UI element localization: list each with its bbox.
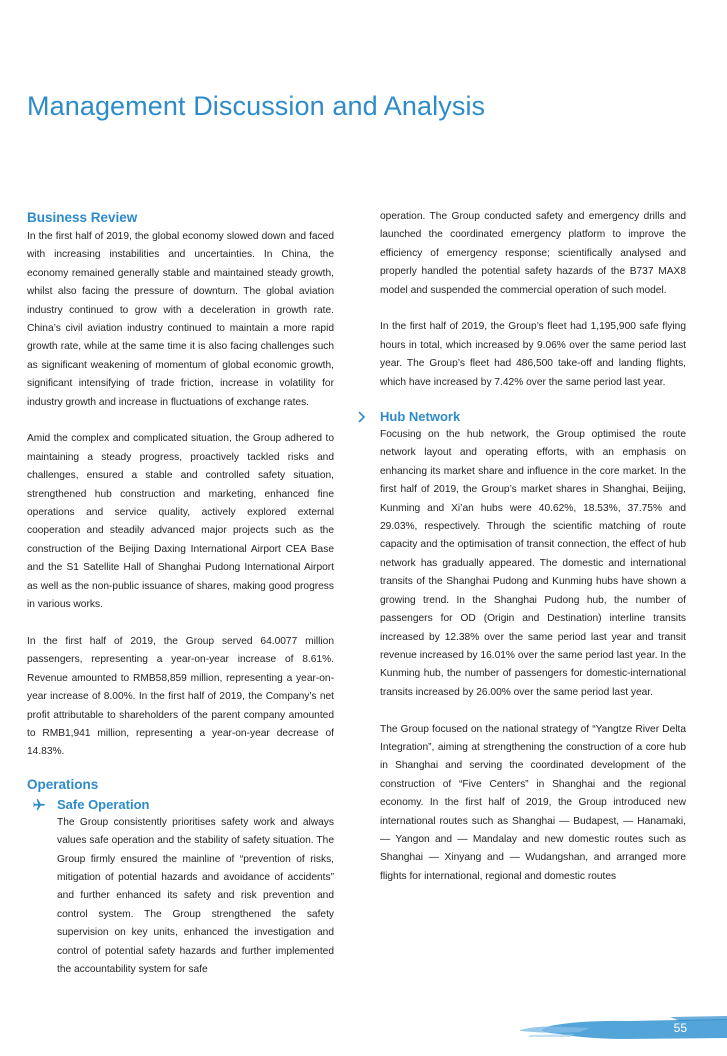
left-column xyxy=(27,208,334,979)
operations-heading: Operations xyxy=(27,776,99,792)
hub-network-header xyxy=(380,407,686,426)
safe-operation-paragraph: The Group consistently prioritises safety work and always values safe operation and the stability of safety situation. The Group firmly ensured the mainline of “prevention of risks, mitigation of potential hazards and avoidance of accidents” and further enhanced its safety and risk prevention and control system. The Group strengthened the safety supervision on key units, enhanced the investigation and control of potential safety hazards and further implemented the accountability system for safe xyxy=(57,816,334,975)
hub-network-paragraph-1: Focusing on the hub network, the Group optimised the route network layout and operating efforts, with an emphasis on enhancing its market share and influence in the core market. In the first half of 2019, the Group’s market shares in Shanghai, Beijing, Kunming and Xi’an hubs were 40.62%, 18.53%, 37.75% and 29.03%, respectively. Through the scientific matching of route capacity and the optimisation of transit connection, the effect of hub network has gradually appeared. The domestic and international transits of the Shanghai Pudong and Kunming hubs have shown a growing trend. In the Shanghai Pudong hub, the number of passengers for OD (Origin and Destination) interline transits increased by 12.38% over the same period last year and transit revenue increased by 16.01% over the same period last year. In the Kunming hub, the number of passengers for domestic-international transits increased by 26.00% over the same period last year. xyxy=(380,429,686,698)
business-review-paragraph-1: In the first half of 2019, the global economy slowed down and faced with increasing instabilities and uncertainties. In China, the economy remained generally stable and maintained steady growth, whilst also facing the pressure of downturn. The global aviation industry continued to grow with a deceleration in growth rate. China’s civil aviation industry continued to maintain a more rapid growth rate, while at the same time it is also facing challenges such as significant weakening of momentum of global economic growth, significant intensifying of trade friction, increase in volatility for industry growth and increase in fluctuations of exchange rates. xyxy=(27,231,334,408)
business-review-paragraph-3: In the first half of 2019, the Group served 64.0077 million passengers, representing a year-on-year increase of 8.61%. Revenue amounted to RMB58,859 million, representing a year-on-year increase of 8.00%. In the first half of 2019, the Company’s net profit attributable to shareholders of the parent company amounted to RMB1,941 million, representing a year-on-year decrease of 14.83%. xyxy=(27,635,334,758)
hub-network-heading: Hub Network xyxy=(380,409,461,425)
safe-operation-section xyxy=(27,795,334,980)
hub-network-paragraph-2: The Group focused on the national strategy of “Yangtze River Delta Integration”, aiming at strengthening the construction of a core hub in Shanghai and serving the coordinated development of the construction of “Five Centers” in Shanghai and the regional economy. In the first half of 2019, the Group introduced new international routes such as Shanghai — Budapest, — Hanamaki, — Yangon and — Mandalay and new domestic routes such as Shanghai — Xinyang and — Wudangshan, and arranged more flights for international, regional and domestic routes xyxy=(380,723,686,882)
page-number: 55 xyxy=(673,1021,687,1035)
fleet-paragraph: In the first half of 2019, the Group’s fleet had 1,195,900 safe flying hours in total, which increased by 9.06% over the same period last year. The Group’s fleet had 486,500 take-off and landing flights, which have increased by 7.42% over the same period last year. xyxy=(380,321,686,388)
safe-operation-heading: Safe Operation xyxy=(57,796,150,812)
airplane-icon xyxy=(31,795,47,813)
chevron-right-icon xyxy=(354,407,370,425)
safe-operation-paragraph-continued: operation. The Group conducted safety and emergency drills and launched the coordinated emergency platform to improve the efficiency of emergency response; scientifically analysed and properly handled the potential safety hazards of the B737 MAX8 model and suspended the commercial operation of such model. xyxy=(380,211,686,296)
page-title: Management Discussion and Analysis xyxy=(27,91,486,121)
business-review-paragraph-2: Amid the complex and complicated situation, the Group adhered to maintaining a steady progress, proactively tackled risks and challenges, ensured a stable and controlled safety situation, strengthened hub construction and marketing, enhanced fine operations and service quality, actively explored external cooperation and steadily advanced major projects such as the construction of the Beijing Daxing International Airport CEA Base and the S1 Satellite Hall of Shanghai Pudong International Airport as well as the non-public issuance of shares, making good progress in various works. xyxy=(27,433,334,611)
right-column xyxy=(380,208,686,886)
footer-brush-band xyxy=(520,1016,727,1040)
business-review-heading: Business Review xyxy=(27,210,138,225)
